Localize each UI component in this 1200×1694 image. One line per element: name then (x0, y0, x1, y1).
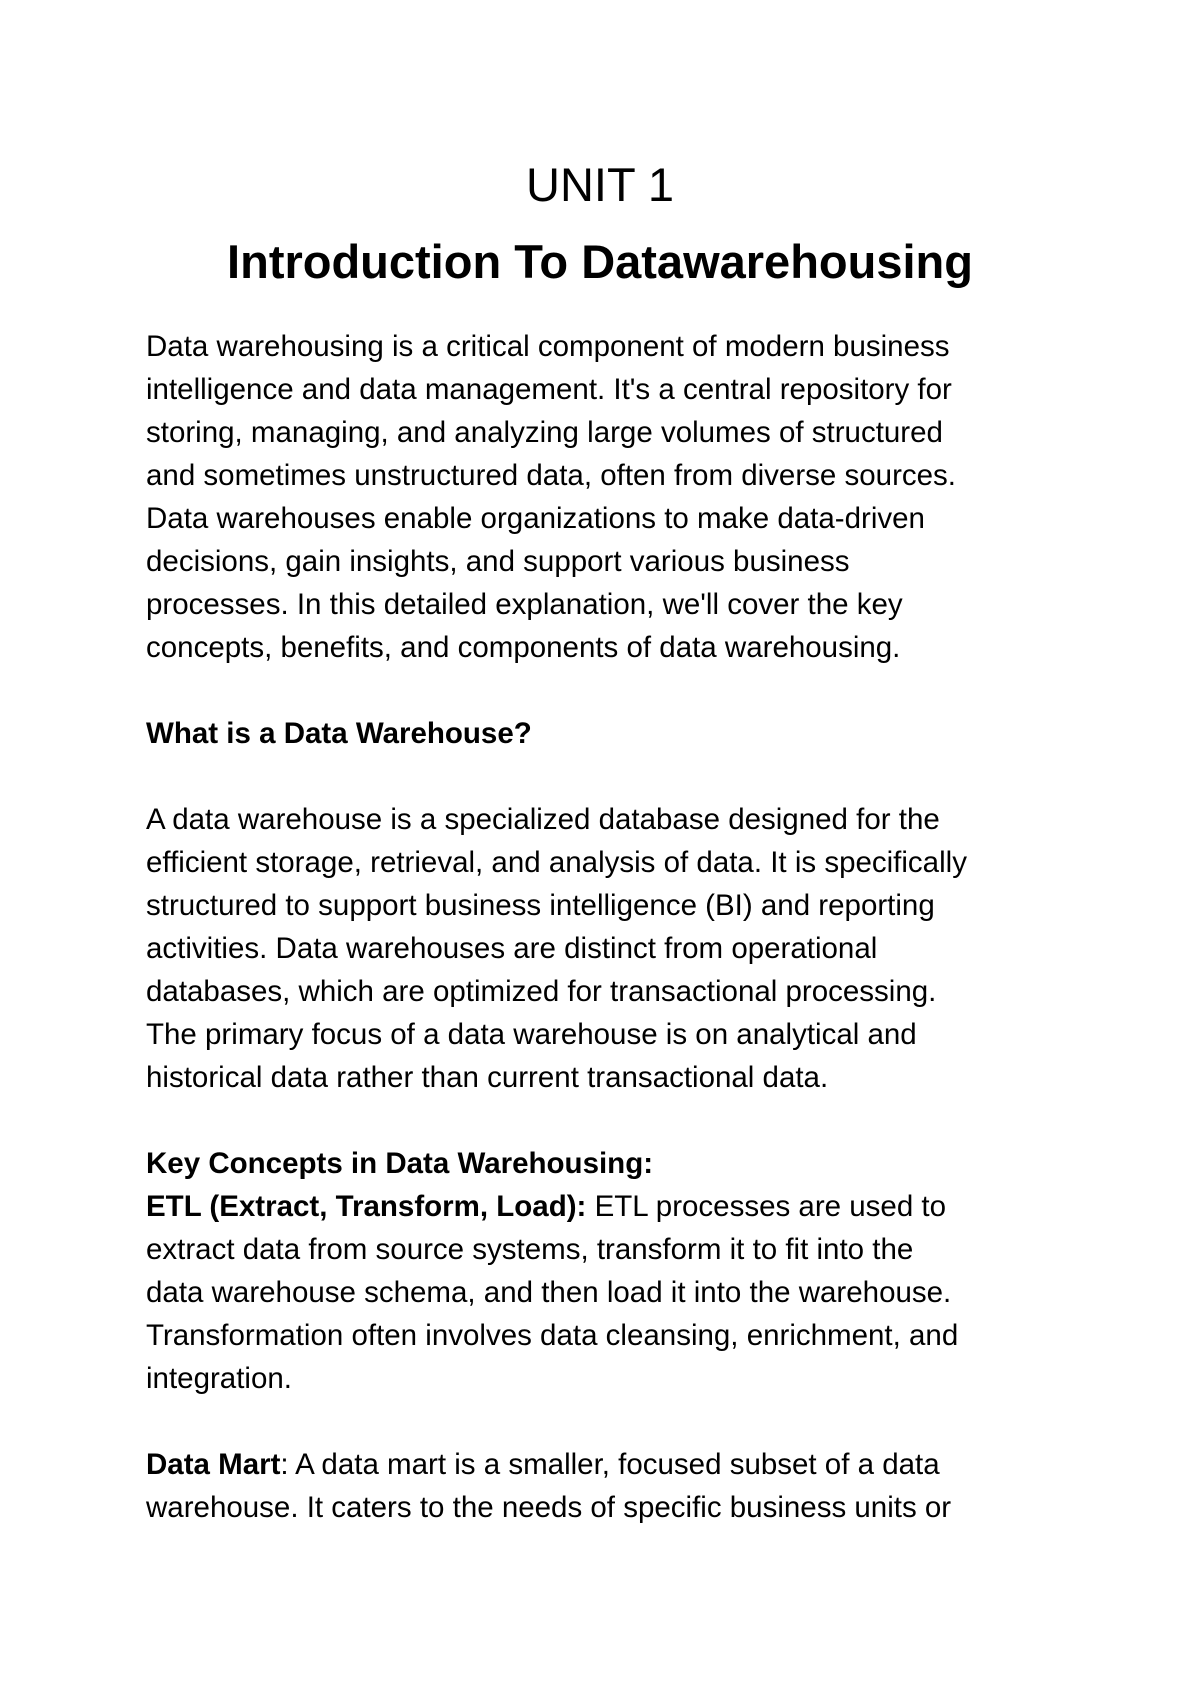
what-is-line: databases, which are optimized for transactional processing. (146, 975, 937, 1008)
etl-line: Transformation often involves data cleansing, enrichment, and (146, 1319, 959, 1352)
intro-paragraph (146, 325, 1096, 669)
etl-first-line (146, 1185, 1096, 1228)
data-mart-line: warehouse. It caters to the needs of specific business units or (146, 1491, 952, 1524)
etl-term: ETL (Extract, Transform, Load): (146, 1190, 587, 1223)
intro-line: Data warehouses enable organizations to make data-driven (146, 502, 925, 535)
what-is-paragraph (146, 798, 1096, 1099)
intro-line: concepts, benefits, and components of data warehousing. (146, 631, 901, 664)
etl-line: integration. (146, 1362, 292, 1395)
what-is-line: activities. Data warehouses are distinct from operational (146, 932, 878, 965)
what-is-line: The primary focus of a data warehouse is on analytical and (146, 1018, 917, 1051)
intro-line: and sometimes unstructured data, often from diverse sources. (146, 459, 956, 492)
what-is-line: efficient storage, retrieval, and analysis of data. It is specifically (146, 846, 967, 879)
data-mart-paragraph (146, 1443, 1096, 1529)
what-is-line: A data warehouse is a specialized database designed for the (146, 803, 940, 836)
what-is-line: structured to support business intelligence (BI) and reporting (146, 889, 935, 922)
intro-line: processes. In this detailed explanation, we'll cover the key (146, 588, 903, 621)
etl-paragraph (146, 1185, 1096, 1400)
etl-line: extract data from source systems, transform it to fit into the (146, 1233, 914, 1266)
document-body (146, 325, 1096, 1529)
data-mart-first-line (146, 1443, 1096, 1486)
page-title: Introduction To Datawarehousing (227, 235, 973, 288)
section-heading-what-is: What is a Data Warehouse? (146, 717, 532, 750)
data-mart-definition-start: : A data mart is a smaller, focused subset of a data (280, 1448, 940, 1481)
intro-line: Data warehousing is a critical component of modern business (146, 330, 950, 363)
intro-line: storing, managing, and analyzing large volumes of structured (146, 416, 943, 449)
intro-line: decisions, gain insights, and support various business (146, 545, 850, 578)
what-is-line: historical data rather than current transactional data. (146, 1061, 829, 1094)
etl-definition-start: ETL processes are used to (586, 1190, 947, 1223)
unit-title: UNIT 1 (526, 158, 674, 211)
data-mart-term: Data Mart (146, 1448, 281, 1481)
title-block (0, 146, 1200, 300)
section-heading-key-concepts: Key Concepts in Data Warehousing: (146, 1147, 654, 1180)
intro-line: intelligence and data management. It's a central repository for (146, 373, 952, 406)
etl-line: data warehouse schema, and then load it into the warehouse. (146, 1276, 952, 1309)
